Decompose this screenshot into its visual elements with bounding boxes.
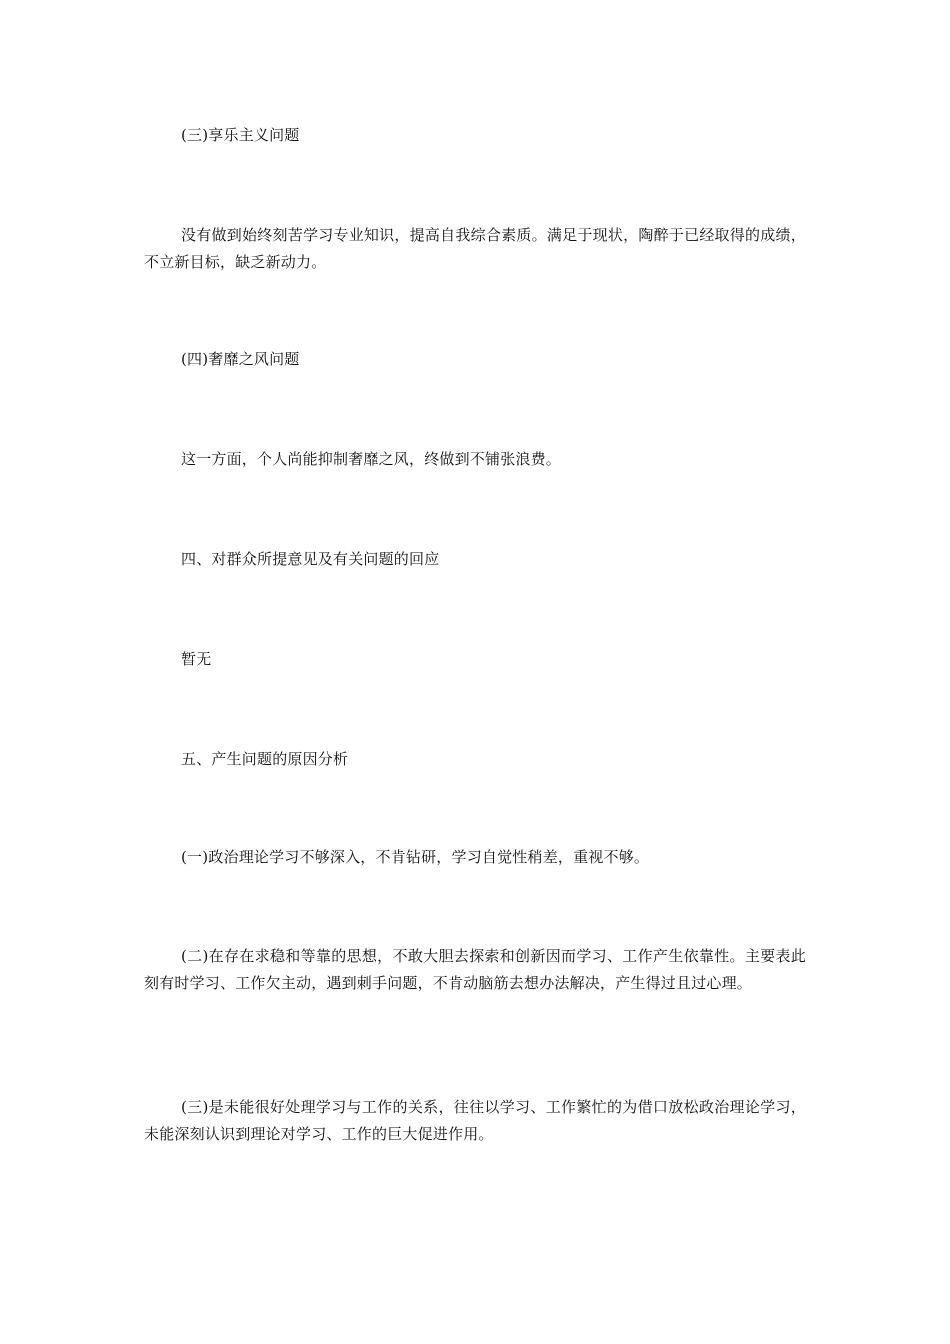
paragraph-none: 暂无 [181, 650, 212, 668]
paragraph-cause-three: (三)是未能很好处理学习与工作的关系，往往以学习、工作繁忙的为借口放松政治理论学习，未能深刻认识到理论对学习、工作的巨大促进作用。 [144, 1098, 806, 1143]
paragraph-cause-two: (二)在存在求稳和等靠的思想，不敢大胆去探索和创新因而学习、工作产生依靠性。主要表此刻有时学习、工作欠主动，遇到刺手问题，不肯动脑筋去想办法解决，产生得过且过心理。 [144, 947, 806, 992]
paragraph-extravagance-detail: 这一方面，个人尚能抑制奢靡之风，终做到不铺张浪费。 [181, 450, 562, 468]
paragraph-cause-one: (一)政治理论学习不够深入，不肯钻研，学习自觉性稍差，重视不够。 [181, 848, 650, 866]
subheading-hedonism: (三)享乐主义问题 [181, 126, 300, 144]
subheading-extravagance: (四)奢靡之风问题 [181, 350, 300, 368]
section-heading-cause-analysis: 五、产生问题的原因分析 [181, 750, 349, 768]
paragraph-hedonism-detail: 没有做到始终刻苦学习专业知识，提高自我综合素质。满足于现状，陶醉于已经取得的成绩，不立新目标，缺乏新动力。 [144, 226, 806, 271]
section-heading-responses: 四、对群众所提意见及有关问题的回应 [181, 550, 440, 568]
